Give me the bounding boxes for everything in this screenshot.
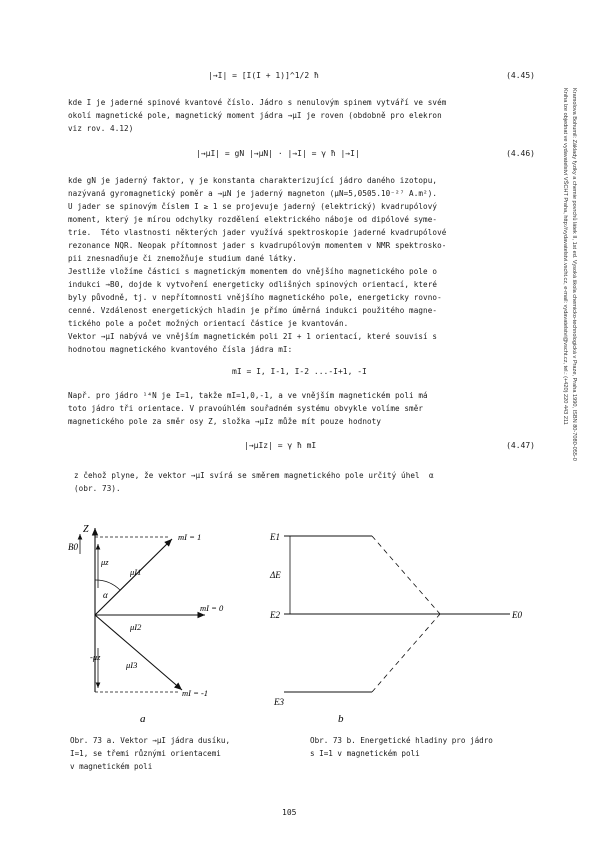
equation-number: (4.47) (506, 441, 535, 450)
text-line: viz rov. 4.12) (68, 124, 134, 133)
text-line: z čehož plyne, že vektor →μI svírá se směrem magnetického pole určitý úhel α (74, 471, 434, 480)
figure-73a (60, 520, 290, 730)
text-line: kde I je jaderné spinové kvantové číslo. Jádro s nenulovým spinem vytváří ve svém (68, 98, 447, 107)
text-line: U jader se spinovým číslem I ≥ 1 se projevuje jaderný (elektrický) kvadrupólový (68, 202, 438, 211)
caption-73a-line: Obr. 73 a. Vektor →μI jádra dusíku, (70, 736, 231, 745)
label-e3: E3 (274, 697, 284, 707)
sidebar-citation-1: Kramolova Bohumil: Základy fyziky a chemie povrchů látek II, 1st ed. Vysoká škola chemicko-technologická v Praze, Praha 1990, ISBN 80-7080-055-0 (571, 88, 577, 461)
label-mu-i1: μI1 (130, 567, 142, 577)
label-m-top: mI = 1 (178, 532, 202, 542)
equation-4-45: |→I| = [I(I + 1)]^1/2 ħ (208, 71, 319, 80)
text-line: (obr. 73). (74, 484, 121, 493)
label-delta-e: ΔE (270, 570, 281, 580)
label-b0: B0 (68, 542, 78, 552)
text-line: magnetického pole za směr osy Z, složka →μIz může mít pouze hodnoty (68, 417, 382, 426)
figure-sub-a: a (140, 713, 146, 725)
label-mu-z-bot: -μz (90, 652, 101, 662)
text-line: hodnotou magnetického kvantového čísla jádra mI: (68, 345, 293, 354)
text-line: nazývaná gyromagnetický poměr a →μN je jaderný magneton (μN=5,0505.10⁻²⁷ A.m²). (68, 189, 438, 198)
label-mu-i3: μI3 (126, 660, 138, 670)
equation-number: (4.46) (506, 149, 535, 158)
label-e0: E0 (512, 610, 522, 620)
equation-4-47: |→μIz| = γ ħ mI (244, 441, 317, 450)
caption-73a-line: I=1, se třemi různými orientacemi (70, 749, 221, 758)
text-line: pii znesnadňuje či znemožňuje studium dané látky. (68, 254, 297, 263)
text-line: tického pole a počet možných orientací částice je kvantován. (68, 319, 349, 328)
caption-73b-line: Obr. 73 b. Energetické hladiny pro jádro (310, 736, 493, 745)
text-line: Např. pro jádro ¹⁴N je I=1, takže mI=1,0,-1, a ve vnějším magnetickém poli má (68, 391, 428, 400)
label-m-mid: mI = 0 (200, 603, 224, 613)
equation-4-46: |→μI| = gN |→μN| · |→I| = γ ħ |→I| (196, 149, 360, 158)
figure-sub-b: b (338, 713, 344, 725)
text-line: rezonance NQR. Neopak přítomnost jader s kvadrupólovým momentem v NMR spektrosko- (68, 241, 447, 250)
label-alpha: α (103, 590, 108, 600)
text-line: moment, který je mírou odchylky rozdělení elektrického náboje od dipólové syme- (68, 215, 438, 224)
label-z: Z (83, 524, 89, 535)
text-line: toto jádro tři orientace. V pravoúhlém souřadném systému obvykle volíme směr (68, 404, 424, 413)
caption-73b-line: s I=1 v magnetickém poli (310, 749, 420, 758)
label-mu-i2: μI2 (130, 622, 142, 632)
text-line: kde gN je jaderný faktor, γ je konstanta charakterizující jádro daného izotopu, (68, 176, 438, 185)
m-series-equation: mI = I, I-1, I-2 ...-I+1, -I (232, 367, 367, 376)
text-line: indukci →B0, dojde k vytvoření energeticky odlišných spinových orientací, které (68, 280, 438, 289)
label-e2: E2 (270, 610, 280, 620)
text-line: Jestliže vložíme částici s magnetickým momentem do vnějšího magnetického pole o (68, 267, 438, 276)
label-mu-z-top: μz (101, 557, 109, 567)
sidebar-citation-2: Kniha lze objednat ve vydavatelství VŠCHT Praha, http://vydavatelstvi.vscht.cz, e-mail: vydavatelstvi@vscht.cz, tel.: (+420) 220 443 211 (562, 88, 568, 425)
caption-73a-line: v magnetickém poli (70, 762, 153, 771)
page-number: 105 (282, 808, 297, 817)
equation-number: (4.45) (506, 71, 535, 80)
text-line: byly původně, tj. v nepřítomnosti vnějšího magnetického pole, energeticky rovno- (68, 293, 442, 302)
text-line: okolí magnetické pole, magnetický moment jádra →μI je roven (obdobně pro elekron (68, 111, 442, 120)
text-line: trie. Této vlastnosti některých jader využívá spektroskopie jaderné kvadrupólové (68, 228, 447, 237)
figure-73b (260, 520, 530, 730)
text-line: Vektor →μI nabývá ve vnějším magnetickém poli 2I + 1 orientací, které souvisí s (68, 332, 438, 341)
label-m-bot: mI = -1 (182, 688, 209, 698)
label-e1: E1 (270, 532, 280, 542)
text-line: cenné. Vzdálenost energetických hladin je přímo úměrná indukci použitého magne- (68, 306, 438, 315)
